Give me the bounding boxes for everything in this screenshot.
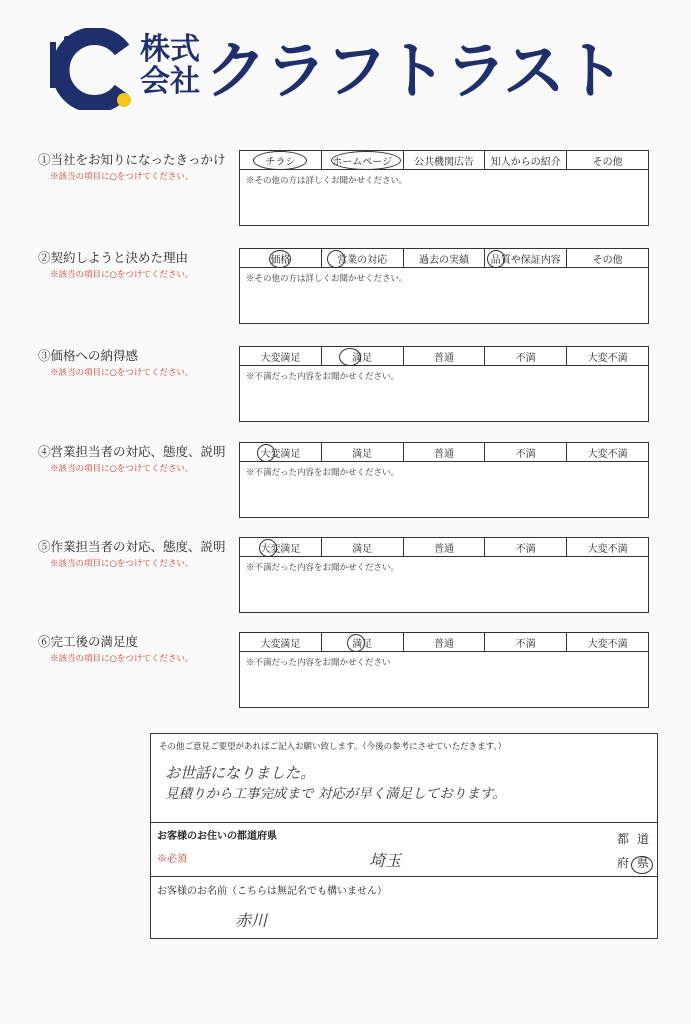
- option-cell[interactable]: 不満: [485, 443, 567, 461]
- comment-label: ※その他の方は詳しくお聞かせください。: [246, 176, 408, 186]
- option-cell[interactable]: 大変満足: [240, 443, 322, 461]
- question-title: ⑥完工後の満足度: [38, 634, 139, 649]
- feedback-section: [150, 733, 658, 939]
- hand-drawn-circle-mark: [253, 151, 307, 170]
- option-cell[interactable]: 普通: [404, 443, 486, 461]
- question-note: ※該当の項目に○をつけてください。: [50, 464, 194, 474]
- comment-label: ※不満だった内容をお聞かせください: [246, 658, 391, 668]
- hand-drawn-circle-mark: [259, 539, 277, 557]
- option-cell[interactable]: 大変満足: [240, 633, 322, 651]
- hand-drawn-circle-mark: [347, 634, 365, 652]
- prefecture-label: お客様のお住いの都道府県: [157, 831, 277, 842]
- divider: [151, 876, 657, 877]
- options-table: [239, 248, 649, 268]
- option-cell[interactable]: 満足: [322, 347, 404, 365]
- question-note: ※該当の項目に○をつけてください。: [50, 559, 194, 569]
- pref-suffix-ken: 県: [637, 856, 650, 870]
- divider: [151, 822, 657, 823]
- option-cell[interactable]: 営業の対応: [322, 249, 404, 267]
- feedback-label: その他ご意見ご要望があればご記入お願い致します。（今後の参考にさせていただきます。）: [159, 742, 507, 752]
- option-cell[interactable]: その他: [592, 254, 623, 266]
- comment-label: ※不満だった内容をお聞かせください。: [246, 468, 400, 478]
- hand-drawn-circle-mark: [487, 250, 505, 268]
- option-cell[interactable]: 不満: [485, 633, 567, 651]
- option-cell[interactable]: 普通: [404, 633, 486, 651]
- hand-drawn-circle-mark: [257, 444, 275, 462]
- option-cell[interactable]: 大変不満: [587, 543, 628, 555]
- question-title: ②契約しようと決めた理由: [38, 250, 189, 265]
- hand-drawn-circle-mark: [331, 151, 401, 170]
- pref-suffix-do: 道: [637, 832, 650, 846]
- option-cell[interactable]: 大変不満: [587, 352, 628, 364]
- feedback-handwritten-line1[interactable]: お世話になりました。: [165, 764, 316, 782]
- company-logo-icon: [44, 28, 136, 110]
- hand-drawn-circle-mark: [339, 348, 361, 366]
- option-cell[interactable]: ホームページ: [322, 151, 404, 169]
- option-cell[interactable]: チラシ: [240, 151, 322, 169]
- comment-label: ※不満だった内容をお聞かせください。: [246, 563, 400, 573]
- option-cell[interactable]: 品質や保証内容: [485, 249, 567, 267]
- comment-box[interactable]: [239, 462, 649, 518]
- comment-label: ※その他の方は詳しくお聞かせください。: [246, 274, 408, 284]
- option-cell[interactable]: 大変不満: [587, 638, 628, 650]
- option-cell[interactable]: 大変不満: [587, 448, 628, 460]
- comment-box[interactable]: [239, 366, 649, 422]
- option-cell[interactable]: その他: [592, 156, 623, 168]
- feedback-handwritten-line2[interactable]: 見積りから工事完成まで 対応が早く満足しております。: [165, 786, 506, 802]
- option-cell[interactable]: 満足: [322, 538, 404, 556]
- logo-company-name: クラフトラスト: [205, 34, 624, 107]
- option-cell[interactable]: 価格: [240, 249, 322, 267]
- hand-drawn-circle-mark: [269, 250, 291, 268]
- option-cell[interactable]: 満足: [322, 443, 404, 461]
- pref-suffix-fu: 府: [617, 856, 630, 870]
- option-cell[interactable]: 普通: [404, 347, 486, 365]
- prefecture-value[interactable]: 埼玉: [369, 851, 402, 870]
- options-table: [239, 346, 649, 366]
- option-cell[interactable]: 普通: [404, 538, 486, 556]
- question-note: ※該当の項目に○をつけてください。: [50, 654, 194, 664]
- question-title: ④営業担当者の対応、態度、説明: [38, 444, 226, 459]
- option-cell[interactable]: 公共機関広告: [404, 151, 486, 169]
- option-cell[interactable]: 過去の実績: [404, 249, 486, 267]
- comment-box[interactable]: [239, 268, 649, 324]
- prefecture-required: ※必須: [157, 854, 187, 865]
- comment-box[interactable]: [239, 170, 649, 226]
- option-cell[interactable]: 不満: [485, 538, 567, 556]
- comment-box[interactable]: [239, 557, 649, 613]
- question-title: ⑤作業担当者の対応、態度、説明: [38, 539, 226, 554]
- comment-label: ※不満だった内容をお聞かせください。: [246, 372, 400, 382]
- option-cell[interactable]: 不満: [485, 347, 567, 365]
- name-value[interactable]: 赤川: [235, 911, 268, 930]
- question-title: ③価格への納得感: [38, 348, 139, 363]
- comment-box[interactable]: [239, 652, 649, 708]
- pref-ken-circle: [631, 856, 653, 874]
- hand-drawn-circle-mark: [327, 250, 345, 268]
- question-note: ※該当の項目に○をつけてください。: [50, 172, 194, 182]
- option-cell[interactable]: 大変満足: [240, 347, 322, 365]
- question-note: ※該当の項目に○をつけてください。: [50, 270, 194, 280]
- options-table: [239, 442, 649, 462]
- option-cell[interactable]: 知人からの紹介: [485, 151, 567, 169]
- name-label: お客様のお名前（こちらは無記名でも構いません）: [157, 886, 387, 897]
- options-table: [239, 537, 649, 557]
- option-cell[interactable]: 満足: [322, 633, 404, 651]
- question-note: ※該当の項目に○をつけてください。: [50, 368, 194, 378]
- question-title: ①当社をお知りになったきっかけ: [38, 152, 226, 167]
- options-table: [239, 632, 649, 652]
- pref-suffix-to: 都: [617, 832, 630, 846]
- option-cell[interactable]: 大変満足: [240, 538, 322, 556]
- logo-kabushiki-kaisha: 株式 会社: [140, 32, 200, 99]
